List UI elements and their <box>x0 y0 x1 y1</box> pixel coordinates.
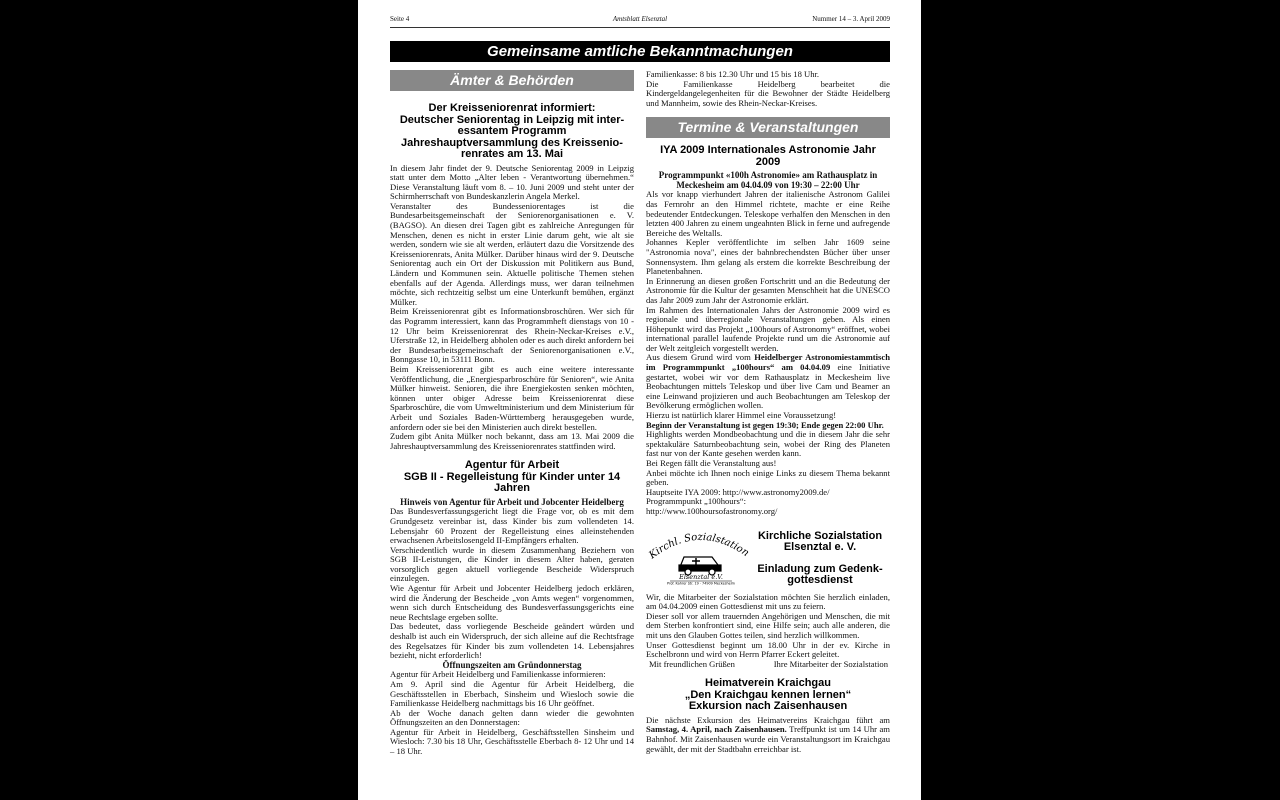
article-paragraph: Beim Kreisseniorenrat gibt es auch eine weitere interessante Veröffentlichung, die „Energiesparbroschüre für Senioren“, wie Anita Mülker hinweist. Senioren, die ihre Energiekosten senken möchten, können unter obiger Adresse beim Kreisseniorenrat diese Sparbroschüre, die vom Umweltministerium und dem Ministerium für Arbeit und Soziales Baden-Württemberg herausgegeben wurde, anfordern oder sie bei den Ministerien auch direkt bestellen. <box>390 363 634 432</box>
right-column <box>646 70 890 754</box>
continued-text: Familienkasse: 8 bis 12.30 Uhr und 15 bis 18 Uhr. <box>646 69 820 79</box>
left-column <box>390 70 634 757</box>
article-paragraph: Das bedeutet, dass vorliegende Bescheide geändert würden und deshalb ist auch ein Widerspruch, der sich alleine auf die Rechtsfrage des Regelsatzes für Kinder bis zum vollendeten 14. Lebensjahres bezieht, nicht erforderlich! <box>390 621 634 661</box>
article-title: Agentur für Arbeit SGB II - Regelleistung für Kinder unter 14 Jahren <box>403 459 621 495</box>
article-sozialstation <box>646 527 890 670</box>
article-paragraph: Hierzu ist natürlich klarer Himmel eine Voraussetzung! <box>646 410 837 421</box>
article-paragraph: Im Rahmen des Internationalen Jahrs der Astronomie 2009 wird es regionale und überregionale Veranstaltungen geben. Als einen Höhepunkt wird das Projekt „100hours of Astronomy“ eröffnet, wobei international parallel laufende Projekte rund um die Astronomie auf der Welt zeitgleich vorgestellt werden. <box>646 304 890 353</box>
section-banner-termine: Termine & Veranstaltungen <box>646 117 890 138</box>
article-paragraph: Am 9. April sind die Agentur für Arbeit Heidelberg, die Geschäftsstellen in Eberbach, Sinsheim und Wiesloch sowie die Familienkasse Heidelberg nachmittags bis 16 Uhr geöffnet. <box>390 678 634 709</box>
article-paragraph: Bei Regen fällt die Veranstaltung aus! <box>646 458 777 468</box>
article-title: Heimatverein Kraichgau „Den Kraichgau kennen lernen“ Exkursion nach Zaisenhausen <box>684 677 852 713</box>
article-paragraph: Ab der Woche danach gelten dann wieder die gewohnten Öffnungszeiten an den Donnerstagen: <box>390 707 634 728</box>
article-subtitle: Hinweis von Agentur für Arbeit und Jobcenter Heidelberg <box>400 496 624 507</box>
article-paragraph: Johannes Kepler veröffentlichte im selben Jahr 1609 seine "Astronomia nova", eines der bahnbrechendsten Bücher über unser Sonnensystem. Ihm gelang als erstem die korrekte Beschreibung der Planetenbahnen. <box>646 237 890 277</box>
article-paragraph: Agentur für Arbeit in Heidelberg, Geschäftsstellen Sinsheim und Wiesloch: 7.30 bis 18 Uhr, Geschäftsstelle Eberbach 8- 12 Uhr und 14 – 18 Uhr. <box>390 726 634 757</box>
article-paragraph: Zudem gibt Anita Mülker noch bekannt, dass am 13. Mai 2009 die Jahreshauptversammlung des Kreisseniorenrates stattfinden wird. <box>390 431 634 451</box>
logo-name-text: Elsenztal e.V. <box>679 572 723 581</box>
section-banner-aemter: Ämter & Behörden <box>390 70 634 91</box>
article-subtitle: Öffnungszeiten am Gründonnerstag <box>442 659 582 670</box>
article-paragraph-bold: Beginn der Veranstaltung ist gegen 19:30; Ende gegen 22:00 Uhr. <box>646 419 884 430</box>
article-kreisseniorenrat <box>390 103 634 451</box>
header-rule <box>390 27 890 28</box>
article-heimatverein <box>646 678 890 754</box>
article-paragraph: Veranstalter des Bundesseniorentages ist die Bundesarbeitsgemeinschaft der Seniorenorganisationen e. V. (BAGSO). An diesen drei Tagen gibt es zahlreiche Anregungen für Menschen, denen es nicht in erster Linie darum geht, wie alt sie werden, sondern wie sie alt werden, erläutert dazu die Vorsitzende des Kreisseniorenrats, Anita Mülker. Darüber hinaus wird der 9. Deutsche Seniorentag auch ein Ort der Diskussion mit Politikern aus Bund, Ländern und Kommunen sein. Aktuelle politische Themen stehen ebenfalls auf der Agenda. Allerdings muss, wer daran teilnehmen möchte, sich rechtzeitig selbst um eine Unterkunft bemühen, ergänzt Mülker. <box>390 200 634 307</box>
continued-text: Die Familienkasse Heidelberg bearbeitet die Kindergeldangelegenheiten für die Bewohner der Städte Heidelberg und Mannheim, sowie des Rhein-Neckar-Kreises. <box>646 78 890 108</box>
sozialstation-logo <box>646 527 750 585</box>
article-subtitle: Einladung zum Gedenk- gottesdienst <box>757 562 883 587</box>
article-paragraph: Anbei möchte ich Ihnen noch einige Links zu diesem Thema bekannt geben. <box>646 467 890 488</box>
issue-date: Nummer 14 – 3. April 2009 <box>812 15 890 23</box>
article-paragraph: Die nächste Exkursion des Heimatvereins Kraichgau führt am Samstag, 4. April, nach Zaisenhausen. Treffpunkt ist um 14 Uhr am Bahnhof. Mit Zaisenhausen wurde ein Veranstaltungsort im Kraichgau gewählt, der mit der Stadtbahn erreichbar ist. <box>646 714 890 754</box>
article-paragraph: Als vor knapp vierhundert Jahren der italienische Astronom Galilei das Fernrohr an den Himmel richtete, machte er eine Reihe bedeutender Entdeckungen. Teleskope verhalfen den Menschen in den letzten 400 Jahren zu einem ungeahnten Blick in ferne und aufregende Bereiche des Weltalls. <box>646 189 890 238</box>
article-paragraph: Agentur für Arbeit Heidelberg und Familienkasse informieren: <box>390 669 606 680</box>
article-title: Der Kreisseniorenrat informiert: Deutscher Seniorentag in Leipzig mit inter- essantem Programm Jahreshauptversammlung des Kreissenio- renrates am 13. Mai <box>399 102 625 160</box>
article-paragraph: Wir, die Mitarbeiter der Sozialstation möchten Sie herzlich einladen, am 04.04.2009 einen Gottesdienst mit uns zu feiern. <box>646 591 890 612</box>
article-paragraph: Das Bundesverfassungsgericht liegt die Frage vor, ob es mit dem Grundgesetz vereinbar ist, dass Kinder bis zum vollendeten 14. Lebensjahr 60 Prozent der Regelleistung eines alleinstehenden erwachsenen Arbeitslosengeld II-Empfängers erhalten. <box>390 506 634 546</box>
logo-arc-text: Kirchl. Sozialstation <box>647 531 750 561</box>
publication-title: Amtsblatt Elsenztal <box>612 15 668 23</box>
article-paragraph: Highlights werden Mondbeobachtung und die in diesem Jahr die sehr spektakuläre Saturnbeobachtung sein, wobei der Ring des Planeten fast nur von der Kante gesehen werden kann. <box>646 429 890 459</box>
article-paragraph: In diesem Jahr findet der 9. Deutsche Seniorentag 2009 in Leipzig statt unter dem Motto „Alter leben - Verantwortung übernehmen.“ Diese Veranstaltung läuft vom 8. – 10. Juni 2009 und steht unter der Schirmherrschaft von Bundeskanzlerin Angela Merkel. <box>390 162 634 202</box>
article-iya-2009 <box>646 145 890 516</box>
logo-address-text: Prof. Kahrer Str. 19 · 74909 Meckesheim <box>667 581 735 585</box>
article-agentur-fuer-arbeit <box>390 460 634 756</box>
signature-line: Mit freundlichen Grüßen Ihre Mitarbeiter der Sozialstation <box>649 658 888 669</box>
article-paragraph: In Erinnerung an diesen großen Fortschritt und an die Bedeutung der Astronomie für die Kultur der gesamten Menschheit hat die UNESCO das Jahr 2009 zum Jahr der Astronomie erklärt. <box>646 275 890 305</box>
link-text: Hauptseite IYA 2009: http://www.astronomy2009.de/ <box>646 486 830 497</box>
article-paragraph: Verschiedentlich wurde in diesem Zusammenhang Beziehern von SGB II-Leistungen, die Kinder in diesem Alter haben, geraten vorsorglich gegen aktuell vorliegende Bescheide Widerspruch einzulegen. <box>390 544 634 584</box>
article-title: IYA 2009 Internationales Astronomie Jahr 2009 <box>660 144 876 168</box>
article-paragraph: Wie Agentur für Arbeit und Jobcenter Heidelberg jedoch erklären, wird die Änderung der Bescheide „von Amts wegen“ vorgenommen, wenn sich durch Entscheidung des Bundesverfassungsgerichts eine neue Rechtslage ergeben sollte. <box>390 583 634 622</box>
article-paragraph: Unser Gottesdienst beginnt um 18.00 Uhr in der ev. Kirche in Eschelbronn und wird von Herrn Pfarrer Eckert geleitet. <box>646 639 890 660</box>
article-paragraph: Dieser soll vor allem trauernden Angehörigen und Menschen, die mit dem Sterben konfrontiert sind, eine Hilfe sein; auch alle anderen, die mit uns den Glauben Gottes teilen, sind herzlich willkommen. <box>646 610 890 640</box>
article-paragraph: Beim Kreisseniorenrat gibt es Informationsbroschüren. Wer sich für das Pogramm interessiert, kann das Programmheft dienstags von 10 - 12 Uhr beim Kreisseniorenrat des Rhein-Neckar-Kreises e.V., Uferstraße 12, in Heidelberg abholen oder es auch direkt anfordern bei der Bundesarbeitsgemeinschaft der Seniorenorganisationen e.V., Bonngasse 10, in 53111 Bonn. <box>390 306 634 365</box>
page-number: Seite 4 <box>390 15 410 23</box>
newspaper-page <box>358 0 921 800</box>
article-subtitle: Programmpunkt «100h Astronomie» am Rathausplatz in Meckesheim am 04.04.09 von 19:30 – 22:00 Uhr <box>658 170 878 190</box>
main-section-banner: Gemeinsame amtliche Bekanntmachungen <box>390 41 890 62</box>
article-paragraph: Aus diesem Grund wird vom Heidelberger Astronomiestammtisch im Programmpunkt „100hours“ am 04.04.09 eine Initiative gestartet, wobei wir vor dem Rathausplatz in Meckesheim live Beobachtungen mittels Teleskop und über live Cam und Beamer an eine Leinwand projizieren und auch Beobachtungen am Teleskop der Bevölkerung ermöglichen wollen. <box>646 352 890 411</box>
link-text: http://www.100hoursofastronomy.org/ <box>646 505 778 516</box>
link-text: Programmpunkt „100hours“: <box>646 496 747 507</box>
article-title: Kirchliche Sozialstation Elsenztal e. V. <box>757 529 883 554</box>
